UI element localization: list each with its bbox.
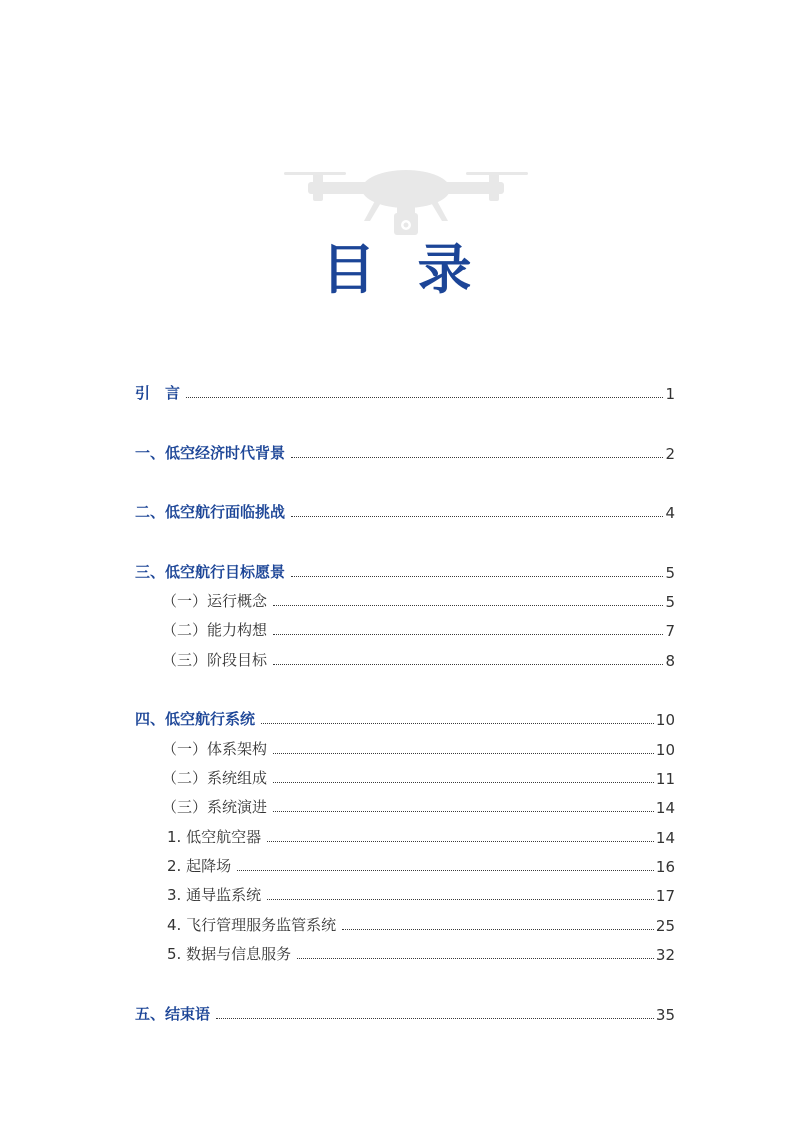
- toc-entry-label: 一、低空经济时代背景: [135, 444, 286, 462]
- dot-leader: [273, 634, 663, 635]
- toc-entry-section-3-2[interactable]: [162, 618, 675, 640]
- toc-entry-section-3-3[interactable]: [162, 648, 675, 670]
- toc-entry-page: 4: [665, 504, 675, 522]
- toc-entry-chapter-2[interactable]: [135, 500, 675, 522]
- dot-leader: [186, 397, 663, 398]
- dot-leader: [273, 753, 654, 754]
- toc-entry-page: 14: [655, 799, 675, 817]
- toc-entry-label: （一）体系架构: [162, 740, 268, 758]
- toc-entry-page: 5: [665, 564, 675, 582]
- dot-leader: [291, 576, 663, 577]
- toc-entry-chapter-5[interactable]: [135, 1002, 675, 1024]
- toc-entry-section-3-1[interactable]: [162, 589, 675, 611]
- toc-entry-page: 2: [665, 445, 675, 463]
- toc-entry-item-2[interactable]: [167, 854, 675, 876]
- toc-entry-chapter-1[interactable]: [135, 441, 675, 463]
- dot-leader: [273, 782, 654, 783]
- toc-entry-page: 35: [655, 1006, 675, 1024]
- toc-entry-item-3[interactable]: [167, 883, 675, 905]
- dot-leader: [267, 899, 654, 900]
- dot-leader: [342, 929, 654, 930]
- drone-icon: [280, 165, 532, 245]
- toc-entry-label: （一）运行概念: [162, 592, 268, 610]
- dot-leader: [273, 605, 663, 606]
- toc-entry-chapter-4[interactable]: [135, 707, 675, 729]
- toc-entry-item-4[interactable]: [167, 913, 675, 935]
- toc-entry-page: 14: [655, 829, 675, 847]
- toc-entry-label: 1. 低空航空器: [167, 828, 262, 846]
- toc-entry-page: 10: [655, 741, 675, 759]
- toc-entry-label: 引 言: [135, 384, 181, 402]
- toc-entry-intro[interactable]: [135, 381, 675, 403]
- toc-entry-label: （二）系统组成: [162, 769, 268, 787]
- toc-entry-label: （三）系统演进: [162, 798, 268, 816]
- dot-leader: [291, 457, 663, 458]
- toc-entry-chapter-3[interactable]: [135, 560, 675, 582]
- dot-leader: [216, 1018, 654, 1019]
- toc-entry-page: 7: [665, 622, 675, 640]
- toc-entry-label: 四、低空航行系统: [135, 710, 256, 728]
- dot-leader: [273, 664, 663, 665]
- toc-entry-section-4-1[interactable]: [162, 737, 675, 759]
- toc-entry-section-4-3[interactable]: [162, 795, 675, 817]
- toc-entry-page: 1: [665, 385, 675, 403]
- dot-leader: [273, 811, 654, 812]
- dot-leader: [261, 723, 654, 724]
- toc-entry-item-5[interactable]: [167, 942, 675, 964]
- toc-entry-page: 17: [655, 887, 675, 905]
- toc-entry-page: 5: [665, 593, 675, 611]
- toc-entry-page: 8: [665, 652, 675, 670]
- toc-entry-section-4-2[interactable]: [162, 766, 675, 788]
- toc-entry-label: 三、低空航行目标愿景: [135, 563, 286, 581]
- toc-entry-label: 2. 起降场: [167, 857, 232, 875]
- toc-entry-page: 25: [655, 917, 675, 935]
- toc-entry-page: 32: [655, 946, 675, 964]
- toc-entry-page: 16: [655, 858, 675, 876]
- dot-leader: [291, 516, 663, 517]
- toc-entry-label: （二）能力构想: [162, 621, 268, 639]
- dot-leader: [267, 841, 654, 842]
- toc-entry-page: 11: [655, 770, 675, 788]
- page-title: 目录: [321, 238, 514, 301]
- toc-entry-label: （三）阶段目标: [162, 651, 268, 669]
- toc-entry-item-1[interactable]: [167, 825, 675, 847]
- toc-entry-label: 5. 数据与信息服务: [167, 945, 292, 963]
- toc-entry-label: 五、结束语: [135, 1005, 211, 1023]
- dot-leader: [297, 958, 654, 959]
- toc-entry-label: 4. 飞行管理服务监管系统: [167, 916, 337, 934]
- toc-entry-label: 二、低空航行面临挑战: [135, 503, 286, 521]
- toc-entry-page: 10: [655, 711, 675, 729]
- dot-leader: [237, 870, 654, 871]
- toc-entry-label: 3. 通导监系统: [167, 886, 262, 904]
